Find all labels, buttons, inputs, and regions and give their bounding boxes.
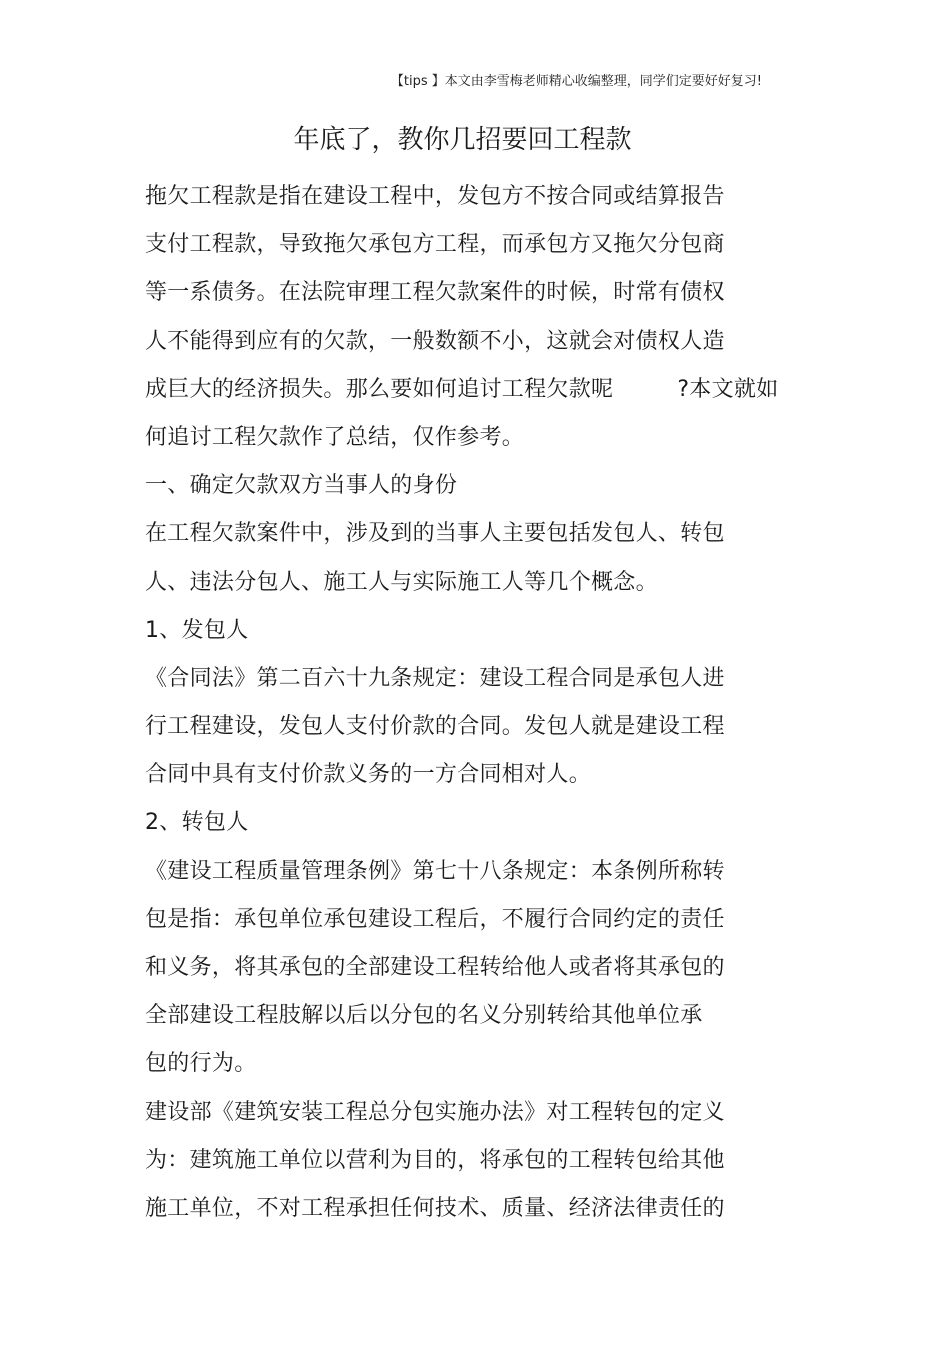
intro-line-5b: ?本文就如 [677,376,779,402]
item-1-line-3: 合同中具有支付价款义务的一方合同相对人。 [145,762,592,788]
item-2-heading: 2、转包人 [145,810,249,836]
document-title: 年底了，教你几招要回工程款 [293,125,632,155]
item-2-line-2: 包是指：承包单位承包建设工程后，不履行合同约定的责任 [145,906,725,932]
item-2-line-1: 《建设工程质量管理条例》第七十八条规定：本条例所称转 [145,858,725,884]
intro-line-6: 何追讨工程欠款作了总结，仅作参考。 [145,424,525,450]
item-2-line-3: 和义务，将其承包的全部建设工程转给他人或者将其承包的 [145,955,725,980]
intro-line-3: 等一系债务。在法院审理工程欠款案件的时候，时常有债权 [145,280,725,306]
intro-line-4: 人不能得到应有的欠款，一般数额不小，这就会对债权人造 [145,328,725,354]
item-2-line-8: 施工单位，不对工程承担任何技术、质量、经济法律责任的 [145,1195,725,1221]
section-heading: 一、确定欠款双方当事人的身份 [145,473,458,499]
item-2-line-6: 建设部《建筑安装工程总分包实施办法》对工程转包的定义 [145,1099,725,1125]
intro-line-2: 支付工程款，导致拖欠承包方工程，而承包方又拖欠分包商 [145,232,725,258]
header-tip: 【tips 】本文由李雪梅老师精心收编整理，同学们定要好好复习! [390,74,762,89]
item-1-heading: 1、发包人 [145,617,249,643]
section-line-2: 人、违法分包人、施工人与实际施工人等几个概念。 [145,569,658,595]
intro-line-1: 拖欠工程款是指在建设工程中，发包方不按合同或结算报告 [145,184,725,209]
item-1-line-2: 行工程建设，发包人支付价款的合同。发包人就是建设工程 [145,714,725,740]
intro-line-5 [145,368,865,416]
item-2-line-7: 为：建筑施工单位以营利为目的，将承包的工程转包给其他 [145,1147,725,1173]
document-body [145,175,865,1235]
item-2-line-5: 包的行为。 [145,1051,257,1077]
section-line-1: 在工程欠款案件中，涉及到的当事人主要包括发包人、转包 [145,521,725,547]
item-2-line-4: 全部建设工程肢解以后以分包的名义分别转给其他单位承 [145,1003,703,1029]
item-1-line-1: 《合同法》第二百六十九条规定：建设工程合同是承包人进 [145,665,725,691]
intro-line-5a: 成巨大的经济损失。那么要如何追讨工程欠款呢 [145,376,614,402]
